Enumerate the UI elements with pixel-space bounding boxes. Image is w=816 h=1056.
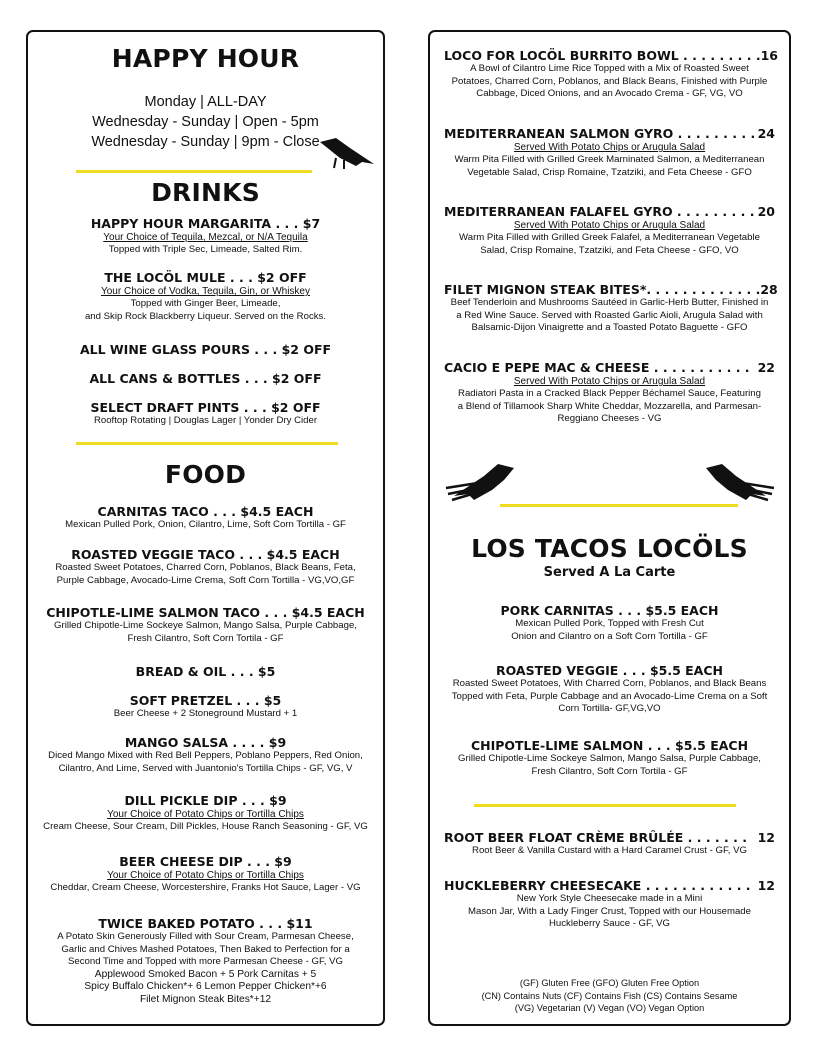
- food-item: ROASTED VEGGIE TACO . . . $4.5 EACH Roasted Sweet Potatoes, Charred Corn, Poblanos, Black Beans, Feta, Purple Cabbage, Avocado-Lime Crema, Soft Corn Tortilla - VG,VO,GF: [55, 547, 356, 586]
- food-item: BEER CHEESE DIP . . . $9 Your Choice of Potato Chips or Tortilla Chips Cheddar, Cream Cheese, Worcestershire, Franks Hot Sauce, Lager - VG: [50, 854, 361, 893]
- crow-icon: [316, 136, 380, 170]
- entree-item: FILET MIGNON STEAK BITES*. . . . . . . . . . . . . 28 Beef Tenderloin and Mushrooms Sautéed in Garlic-Herb Butter, Finished in a Red Wine Sauce. Served with Roasted Garlic Aioli, Arugula Salad with Balsamic-Dijon Vinaigrette and a Toasted Potato Baguette - GFO: [444, 282, 778, 333]
- divider: [76, 442, 338, 445]
- entrees-panel: [428, 30, 791, 1026]
- drink-item: SELECT DRAFT PINTS . . . $2 OFF Rooftop Rotating | Douglas Lager | Yonder Dry Cider: [90, 400, 321, 426]
- taco-item: CHIPOTLE-LIME SALMON . . . $5.5 EACH Grilled Chipotle-Lime Sockeye Salmon, Mango Salsa, Purple Cabbage, Fresh Cilantro, Soft Corn Tortila - GF: [458, 738, 761, 777]
- taco-item: ROASTED VEGGIE . . . $5.5 EACH Roasted Sweet Potatoes, With Charred Corn, Poblanos, and Black Beans Topped with Feta, Purple Cabbage and an Avocado-Lime Crema on a Soft Corn Tortilla- GF,VG,VO: [451, 663, 768, 714]
- food-item: BREAD & OIL . . . $5: [135, 664, 276, 679]
- drink-item: ALL CANS & BOTTLES . . . $2 OFF: [89, 371, 322, 386]
- dessert-item: ROOT BEER FLOAT CRÈME BRÛLÉE . . . . . . . 12 Root Beer & Vanilla Custard with a Hard Caramel Crust - GF, VG: [444, 830, 775, 856]
- tacos-subtitle: Served A La Carte: [543, 565, 676, 580]
- happy-hour-title: HAPPY HOUR: [111, 44, 300, 73]
- food-item: DILL PICKLE DIP . . . $9 Your Choice of Potato Chips or Tortilla Chips Cream Cheese, Sour Cream, Dill Pickles, House Ranch Seasoning - GF, VG: [43, 793, 368, 832]
- taco-item: PORK CARNITAS . . . $5.5 EACH Mexican Pulled Pork, Topped with Fresh Cut Onion and Cilantro on a Soft Corn Tortilla - GF: [500, 603, 719, 642]
- entree-item: MEDITERRANEAN FALAFEL GYRO . . . . . . . . . 20 Served With Potato Chips or Arugula Salad Warm Pita Filled with Grilled Greek Falafel, a Mediterranean Vegetable Salad, Crisp Romaine, Tzatziki, and Feta Cheese - GFO, VO: [444, 204, 775, 256]
- crow-icon: [702, 462, 776, 506]
- drink-item: ALL WINE GLASS POURS . . . $2 OFF: [79, 342, 332, 357]
- entree-item: CACIO E PEPE MAC & CHEESE . . . . . . . . . . . 22 Served With Potato Chips or Arugula Salad Radiatori Pasta in a Cracked Black Pepper Béchamel Sauce, Featuring a Blend of Tillamook Sharp White Cheddar, Mozzarella, and Parmesan- Reggiano Cheeses - VG: [444, 360, 775, 424]
- crow-icon: [444, 462, 518, 506]
- food-item: TWICE BAKED POTATO . . . $11 A Potato Skin Generously Filled with Sour Cream, Parmesan Cheese, Garlic and Chives Mashed Potatoes, Then Baked to Perfection for a Second Time and Topped with more Parmesan Cheese - GF, VG Applewood Smoked Bacon + 5 Pork Carnitas + 5 Spicy Buffalo Chicken*+ 6 Lemon Pepper Chicken*+6 Filet Mignon Steak Bites*+12: [57, 916, 354, 1005]
- food-item: SOFT PRETZEL . . . $5 Beer Cheese + 2 Stoneground Mustard + 1: [113, 693, 298, 719]
- drink-item: THE LOCÖL MULE . . . $2 OFF Your Choice of Vodka, Tequila, Gin, or Whiskey Topped with Ginger Beer, Limeade, and Skip Rock Blackberry Liqueur. Served on the Rocks.: [84, 270, 327, 322]
- divider: [76, 170, 312, 173]
- happy-hour-schedule: Monday | ALL-DAY Wednesday - Sunday | Open - 5pm Wednesday - Sunday | 9pm - Close: [91, 94, 320, 150]
- tacos-title: LOS TACOS LOCÖLS: [471, 534, 748, 563]
- drink-item: HAPPY HOUR MARGARITA . . . $7 Your Choice of Tequila, Mezcal, or N/A Tequila Topped with Triple Sec, Limeade, Salted Rim.: [90, 216, 321, 255]
- divider: [474, 804, 736, 807]
- food-title: FOOD: [164, 460, 247, 489]
- food-item: CHIPOTLE-LIME SALMON TACO . . . $4.5 EACH Grilled Chipotle-Lime Sockeye Salmon, Mango Salsa, Purple Cabbage, Fresh Cilantro, Soft Corn Tortila - GF: [46, 605, 365, 644]
- food-item: MANGO SALSA . . . . $9 Diced Mango Mixed with Red Bell Peppers, Poblano Peppers, Red Onion, Cilantro, And Lime, Served with Juantonio's Tortilla Chips - GF, VG, V: [48, 735, 363, 774]
- entree-item: MEDITERRANEAN SALMON GYRO . . . . . . . . . 24 Served With Potato Chips or Arugula Salad Warm Pita Filled with Grilled Greek Marninated Salmon, a Mediterranean Vegetable Salad, Crisp Romaine, Tzatziki, and Feta Cheese - GFO: [444, 126, 775, 178]
- food-item: CARNITAS TACO . . . $4.5 EACH Mexican Pulled Pork, Onion, Cilantro, Lime, Soft Corn Tortilla - GF: [65, 504, 346, 530]
- entree-item: LOCO FOR LOCÖL BURRITO BOWL . . . . . . . . . 16 A Bowl of Cilantro Lime Rice Topped with a Mix of Roasted Sweet Potatoes, Charred Corn, Poblanos, and Black Beans, Finished with Purple Cabbage, Diced Onions, and an Avocado Crema - GF, VG, VO: [444, 48, 779, 99]
- divider: [500, 504, 738, 507]
- happy-hour-panel: [26, 30, 385, 1026]
- dessert-item: HUCKLEBERRY CHEESECAKE . . . . . . . . . . . . 12 New York Style Cheesecake made in a Mini Mason Jar, With a Lady Finger Crust, Topped with our Housemade Huckleberry Sauce - GF, VG: [444, 878, 775, 929]
- dietary-legend: (GF) Gluten Free (GFO) Gluten Free Option (CN) Contains Nuts (CF) Contains Fish (CS) Contains Sesame (VG) Vegetarian (V) Vegan (VO) Vegan Option: [481, 978, 738, 1013]
- drinks-title: DRINKS: [151, 178, 260, 207]
